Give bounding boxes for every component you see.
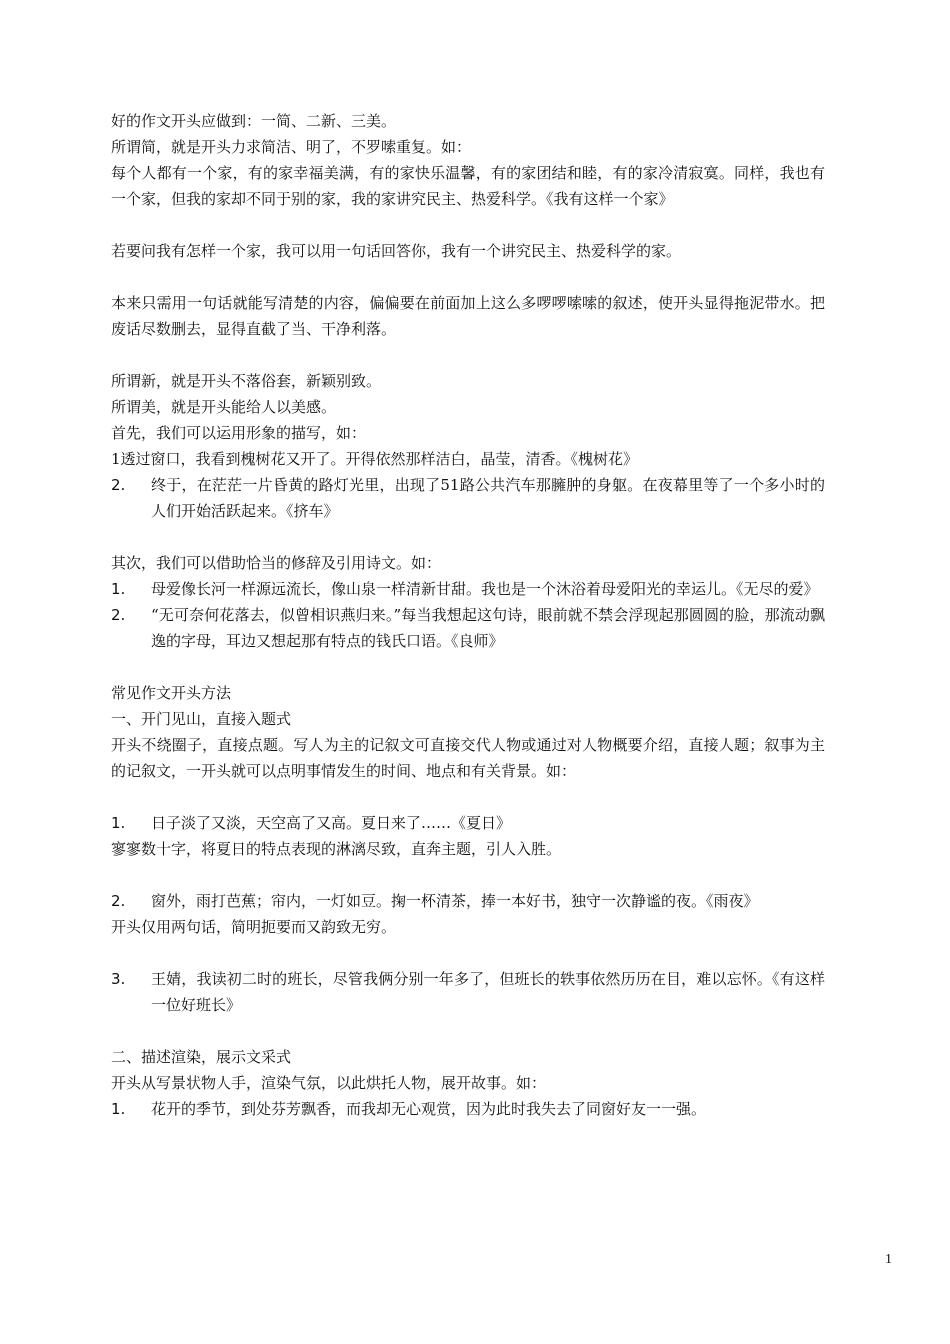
list-text: 王婧，我读初二时的班长，尽管我俩分别一年多了，但班长的轶事依然历历在目，难以忘怀。《有这样一位好班长》 — [151, 970, 825, 1014]
list-text: 窗外，雨打芭蕉；帘内，一灯如豆。掬一杯清茶，捧一本好书，独守一次静谧的夜。《雨夜》 — [151, 892, 759, 910]
list-number: 2. — [111, 892, 126, 910]
section-title: 常见作文开头方法 — [111, 684, 232, 702]
blank-line — [111, 940, 825, 966]
paragraph-example-family: 每个人都有一个家，有的家幸福美满，有的家快乐温馨，有的家团结和睦，有的家冷清寂寞。同样，我也有一个家，但我的家却不同于别的家，我的家讲究民主、热爱科学。《我有这样一个家》 — [111, 164, 825, 208]
list-number: 1. — [111, 580, 126, 598]
paragraph-direct-description: 开头不绕圈子，直接点题。写人为主的记叙文可直接交代人物或通过对人物概要介绍，直接人题；叙事为主的记叙文，一开头就可以点明事情发生的时间、地点和有关背景。如： — [111, 736, 825, 780]
paragraph-first-method: 首先，我们可以运用形象的描写，如： — [111, 424, 367, 442]
paragraph-intro: 好的作文开头应做到：一简、二新、三美。 — [111, 112, 397, 130]
list-text: 母爱像长河一样源远流长，像山泉一样清新甘甜。我也是一个沐浴着母爱阳光的幸运儿。《无尽的爱》 — [151, 580, 819, 598]
list-text: “无可奈何花落去，似曾相识燕归来。”每当我想起这句诗，眼前就不禁会浮现起那圆圆的脸，那流动飘逸的字母，耳边又想起那有特点的钱氏口语。《良师》 — [151, 606, 825, 650]
blank-line — [111, 524, 825, 550]
list-number: 3. — [111, 970, 126, 988]
list-text: 花开的季节，到处芬芳飘香，而我却无心观赏，因为此时我失去了同窗好友一一强。 — [151, 1100, 707, 1118]
blank-line — [111, 862, 825, 888]
subsection-heading-descriptive: 二、描述渲染，展示文采式 — [111, 1048, 292, 1066]
paragraph-descriptive-description: 开头从写景状物人手，渲染气氛，以此烘托人物，展开故事。如： — [111, 1074, 547, 1092]
list-item — [111, 966, 825, 1018]
page-number: 1 — [885, 1252, 892, 1267]
blank-line — [111, 264, 825, 290]
list-item — [111, 576, 825, 602]
list-item — [111, 810, 825, 836]
list-item — [111, 1096, 825, 1122]
list-item — [111, 602, 825, 654]
list-number: 2. — [111, 476, 126, 494]
paragraph-new-definition: 所谓新，就是开头不落俗套，新颖别致。 — [111, 372, 382, 390]
blank-line — [111, 212, 825, 238]
paragraph-commentary: 本来只需用一句话就能写清楚的内容，偏偏要在前面加上这么多啰啰嗦嗦的叙述，使开头显得拖泥带水。把废话尽数删去，显得直截了当、干净利落。 — [111, 294, 825, 338]
list-item — [111, 472, 825, 524]
list-item — [111, 888, 825, 914]
blank-line — [111, 342, 825, 368]
blank-line — [111, 784, 825, 810]
blank-line — [111, 654, 825, 680]
list-text: 终于，在茫茫一片昏黄的路灯光里，出现了51路公共汽车那臃肿的身躯。在夜幕里等了一个多小时的人们开始活跃起来。《挤车》 — [151, 476, 825, 520]
paragraph-concise-version: 若要问我有怎样一个家，我可以用一句话回答你，我有一个讲究民主、热爱科学的家。 — [111, 242, 682, 260]
list-number: 1. — [111, 814, 126, 832]
subsection-heading-direct: 一、开门见山，直接入题式 — [111, 710, 292, 728]
list-number: 1. — [111, 1100, 126, 1118]
paragraph-second-method: 其次，我们可以借助恰当的修辞及引用诗文。如： — [111, 554, 442, 572]
list-number: 2. — [111, 606, 126, 624]
paragraph-beauty-definition: 所谓美，就是开头能给人以美感。 — [111, 398, 337, 416]
blank-line — [111, 1018, 825, 1044]
list-text: 日子淡了又淡，天空高了又高。夏日来了……《夏日》 — [151, 814, 512, 832]
document-body — [111, 108, 825, 1122]
paragraph-example-locust-flower: 1透过窗口，我看到槐树花又开了。开得依然那样洁白，晶莹，清香。《槐树花》 — [111, 450, 639, 468]
paragraph-simple-definition: 所谓简，就是开头力求简洁、明了，不罗嗦重复。如： — [111, 138, 472, 156]
paragraph-comment: 开头仅用两句话，简明扼要而又韵致无穷。 — [111, 918, 397, 936]
paragraph-comment: 寥寥数十字，将夏日的特点表现的淋漓尽致，直奔主题，引人入胜。 — [111, 840, 562, 858]
